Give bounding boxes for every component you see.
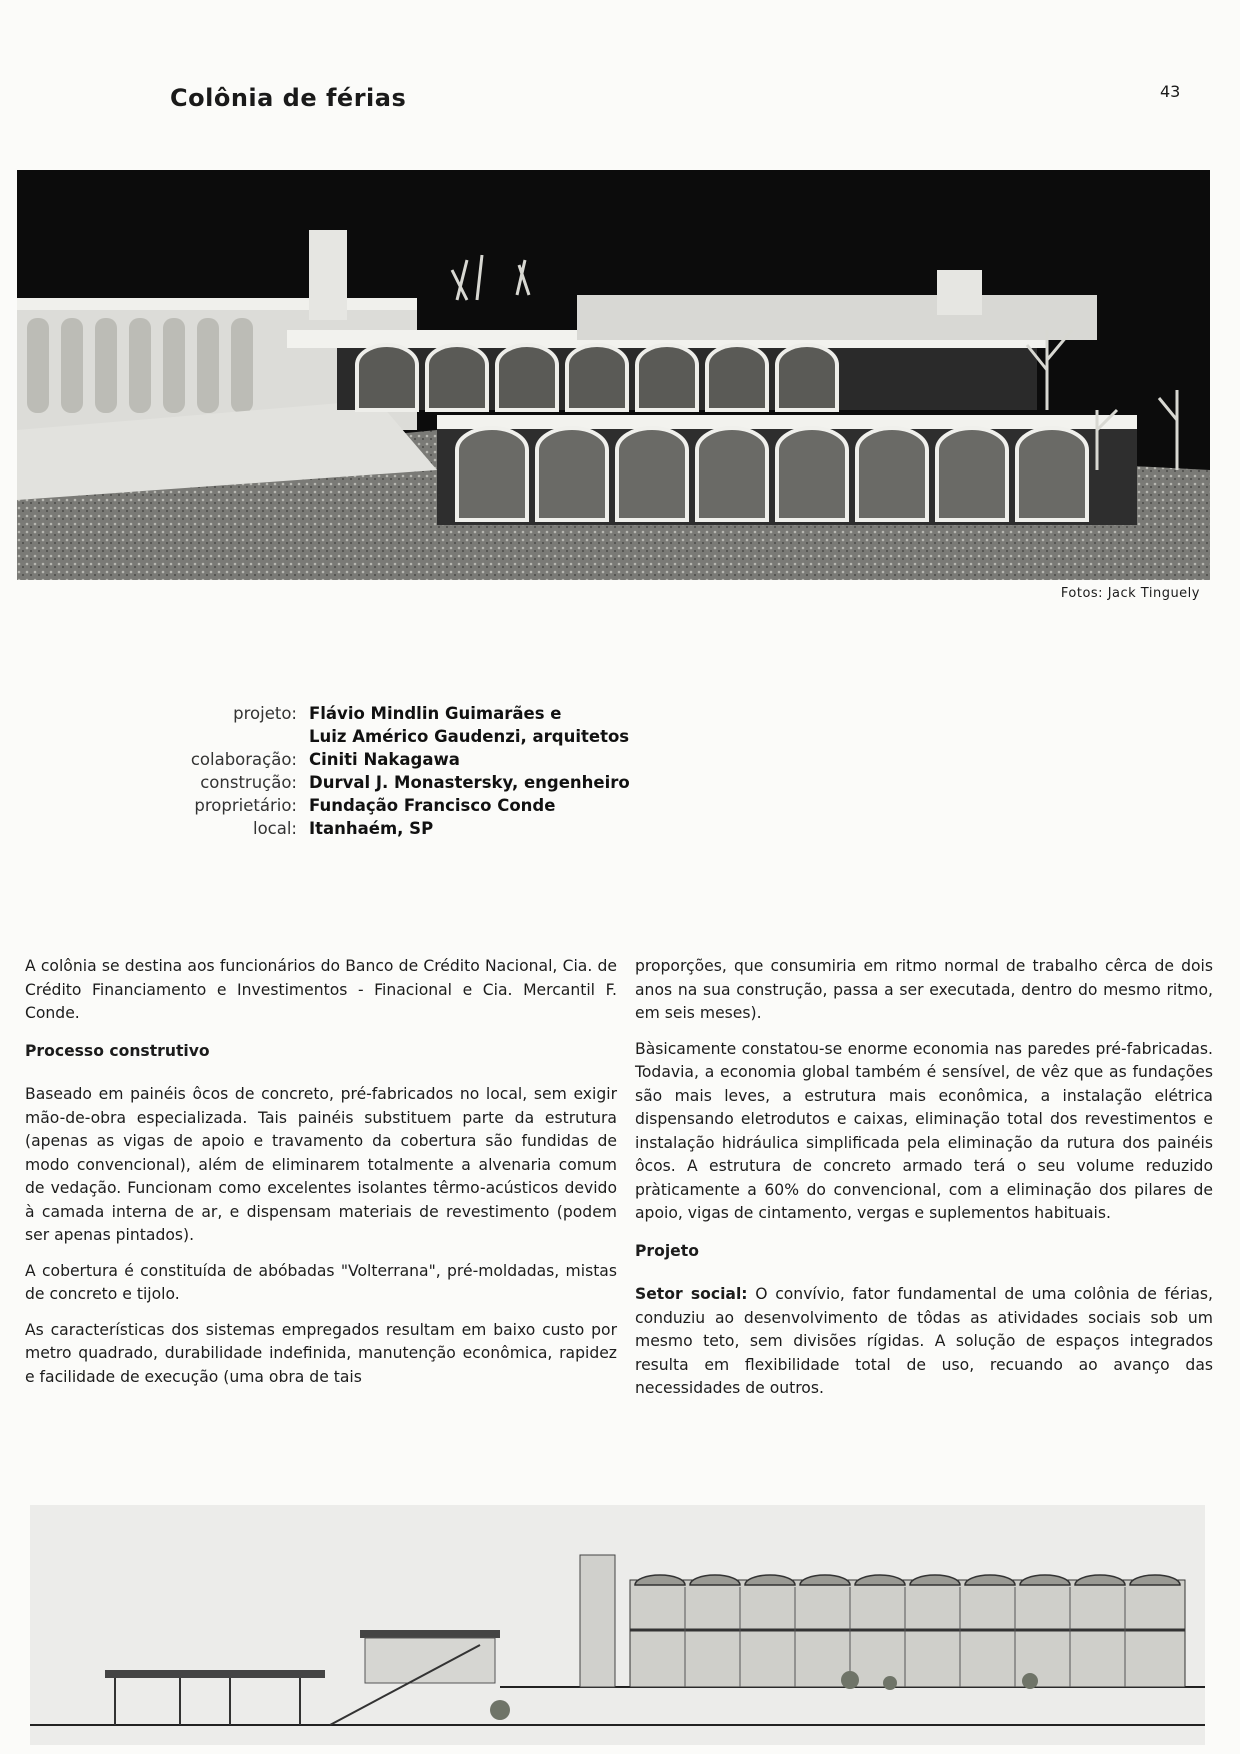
intro-paragraph: A colônia se destina aos funcionários do Banco de Crédito Nacional, Cia. de Crédito Financiamento e Investimentos - Finacional e Cia. Mercantil F. Conde. <box>25 957 617 1022</box>
credit-label: local: <box>252 819 297 838</box>
credit-label: projeto: <box>233 704 297 723</box>
setor-social-text: O convívio, fator fundamental de uma colônia de férias, conduziu ao desenvolvimento de tôdas as atividades sociais sob um mesmo teto, sem divisões rígidas. A solução de espaços integrados resulta em flexibilidade total de uso, recuando ao avanço das necessidades de outros. <box>635 1285 1214 1397</box>
credit-label: colaboração: <box>190 750 297 769</box>
credit-label <box>160 725 309 748</box>
credit-row <box>160 771 630 794</box>
setor-social-paragraph <box>635 1283 1213 1401</box>
credit-row <box>160 817 630 840</box>
page-title: Colônia de férias <box>170 84 407 112</box>
credit-row <box>160 794 630 817</box>
body-paragraph: Baseado em painéis ôcos de concreto, pré-fabricados no local, sem exigir mão-de-obra especializada. Tais painéis substituem parte da estrutura (apenas as vigas de apoio e travamento da cobertura são fundidas de modo convencional), além de eliminarem totalmente a alvenaria comum de vedação. Funcionam como excelentes isolantes têrmo-acústicos devido à camada interna de ar, e dispensam materiais de revestimento (podem ser apenas pintados). <box>25 1085 617 1244</box>
project-credits <box>160 702 630 840</box>
credit-value: Flávio Mindlin Guimarães e <box>309 704 562 723</box>
credit-row <box>160 702 630 725</box>
credit-value: Ciniti Nakagawa <box>309 750 460 769</box>
photo-credit: Fotos: Jack Tinguely <box>1060 586 1200 601</box>
setor-social-lead: Setor social: <box>635 1285 748 1303</box>
credit-value: Itanhaém, SP <box>309 819 434 838</box>
model-photograph <box>17 170 1210 580</box>
credit-row <box>160 725 630 748</box>
article-column-right <box>635 955 1213 1413</box>
section-heading-processo: Processo construtivo <box>25 1041 210 1060</box>
credit-value: Durval J. Monastersky, engenheiro <box>309 773 630 792</box>
credit-row <box>160 748 630 771</box>
body-paragraph: A cobertura é constituída de abóbadas "Volterrana", pré-moldadas, mistas de concreto e tijolo. <box>25 1261 617 1303</box>
credit-value: Luiz Américo Gaudenzi, arquitetos <box>309 727 630 746</box>
body-paragraph: As características dos sistemas empregados resultam em baixo custo por metro quadrado, durabilidade indefinida, manutenção econômica, rapidez e facilidade de execução (uma obra de tais <box>25 1320 617 1386</box>
section-heading-projeto: Projeto <box>635 1241 699 1260</box>
page-number: 43 <box>1160 82 1181 101</box>
body-paragraph: Bàsicamente constatou-se enorme economia nas paredes pré-fabricadas. Todavia, a economia global também é sensível, de vêz que as fundações são mais leves, a estrutura mais econômica, a instalação elétrica dispensando eletrodutos e caixas, eliminação total dos revestimentos e instalação hidráulica simplificada pela eliminação da rutura dos painéis ôcos. A estrutura de concreto armado terá o seu volume reduzido pràticamente a 60% do convencional, com a eliminação dos pilares de apoio, vigas de cintamento, vergas e suplementos habituais. <box>635 1039 1213 1222</box>
elevation-drawing <box>30 1505 1205 1745</box>
credit-value: Fundação Francisco Conde <box>309 796 556 815</box>
credit-label: proprietário: <box>194 796 297 815</box>
credit-label: construção: <box>200 773 297 792</box>
article-column-left <box>25 955 617 1401</box>
body-paragraph: proporções, que consumiria em ritmo normal de trabalho cêrca de dois anos na sua construção, passa a ser executada, dentro do mesmo ritmo, em seis meses). <box>635 957 1213 1022</box>
